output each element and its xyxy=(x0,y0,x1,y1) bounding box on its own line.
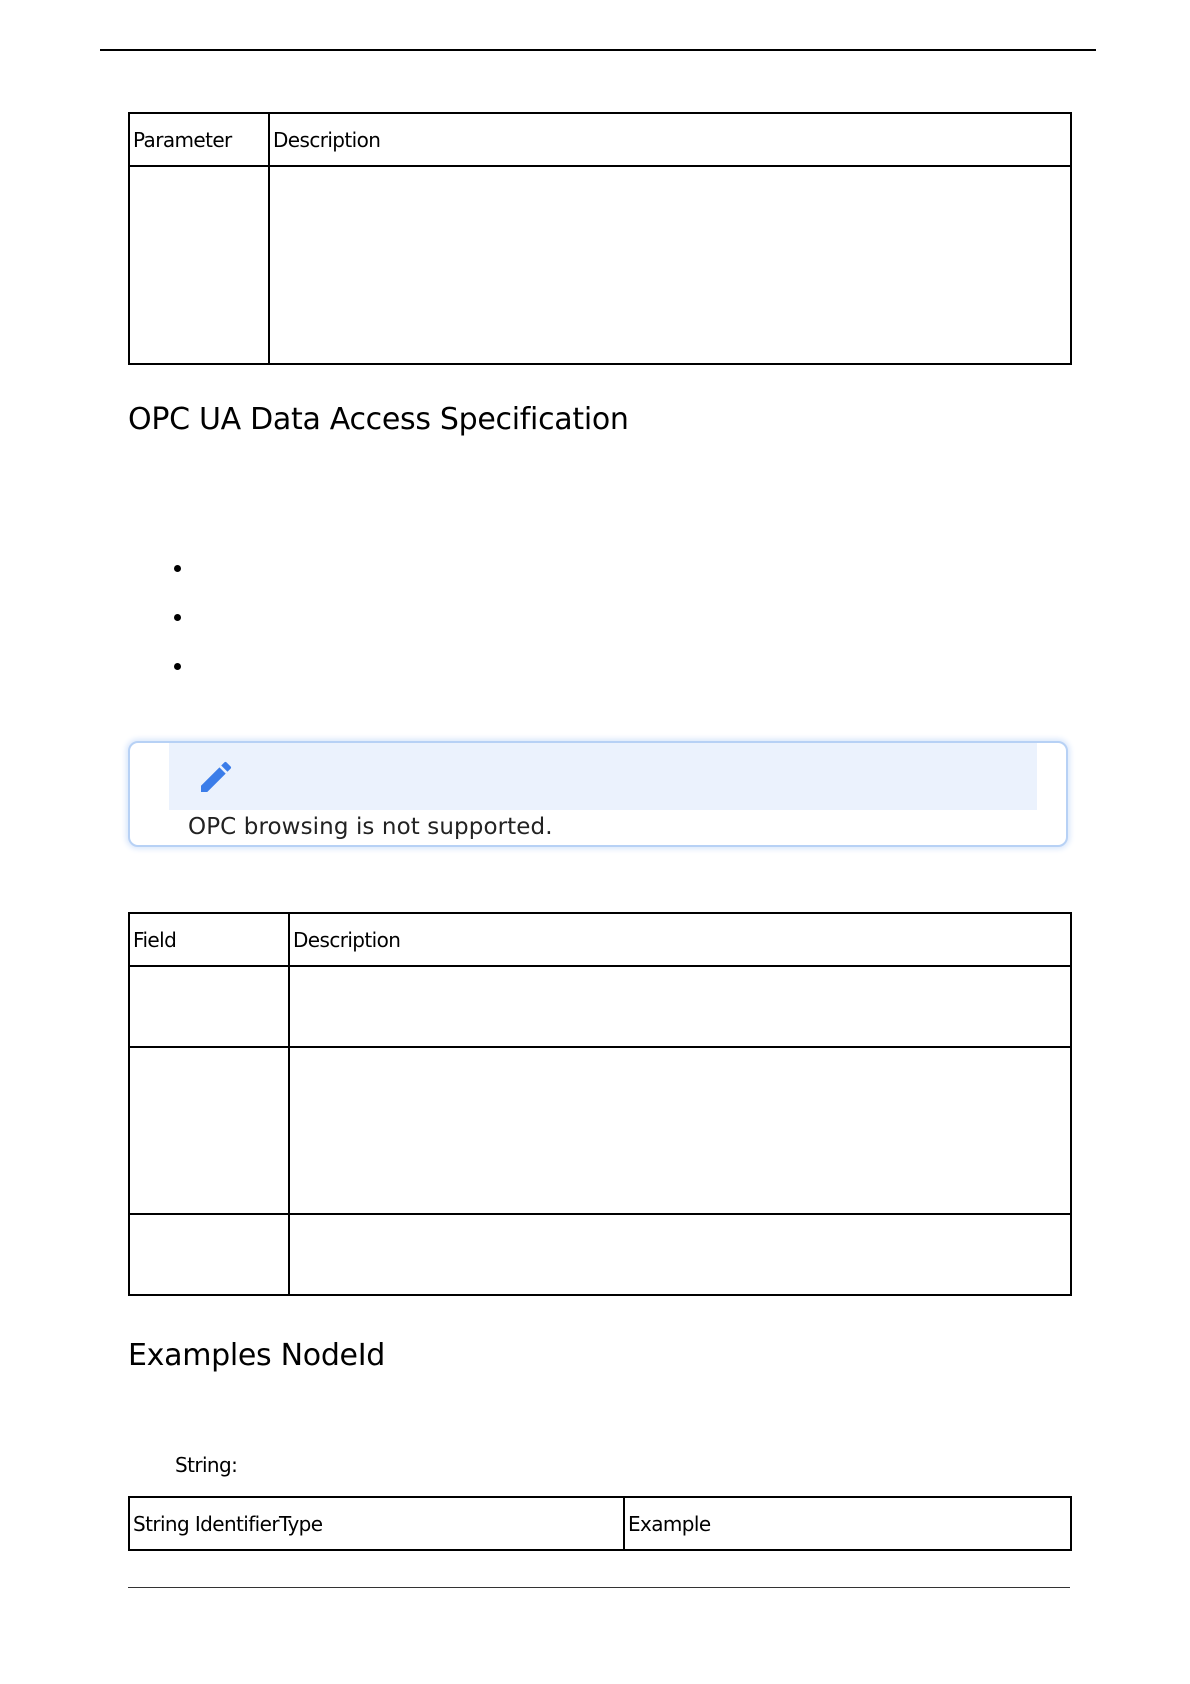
column-header-description: Description xyxy=(269,113,1071,166)
table-row xyxy=(129,966,1071,1047)
column-header-field: Field xyxy=(129,913,289,966)
table-cell xyxy=(129,1047,289,1214)
section-heading-opc: OPC UA Data Access Specification xyxy=(128,402,629,437)
string-label: String: xyxy=(175,1453,238,1477)
header-rule xyxy=(100,49,1096,51)
table-header-row xyxy=(129,1497,1071,1550)
table-row xyxy=(129,1047,1071,1214)
parameter-table xyxy=(128,112,1072,365)
note-text: OPC browsing is not supported. xyxy=(188,814,553,840)
table-row xyxy=(129,1214,1071,1295)
table-header-row xyxy=(129,113,1071,166)
column-header-example: Example xyxy=(624,1497,1071,1550)
table-cell xyxy=(289,1214,1071,1295)
string-identifier-table xyxy=(128,1496,1072,1551)
column-header-parameter: Parameter xyxy=(129,113,269,166)
table-cell xyxy=(129,1214,289,1295)
bullet-point xyxy=(174,614,181,621)
column-header-identifier-type: String IdentifierType xyxy=(129,1497,624,1550)
column-header-description: Description xyxy=(289,913,1071,966)
bullet-point xyxy=(174,663,181,670)
table-row xyxy=(129,166,1071,364)
note-header xyxy=(169,743,1037,810)
pencil-icon xyxy=(196,757,236,797)
bullet-point xyxy=(174,565,181,572)
table-header-row xyxy=(129,913,1071,966)
table-cell xyxy=(129,966,289,1047)
table-cell xyxy=(289,1047,1071,1214)
field-table xyxy=(128,912,1072,1296)
section-heading-examples: Examples NodeId xyxy=(128,1338,386,1373)
footer-rule xyxy=(128,1587,1070,1588)
table-cell xyxy=(129,166,269,364)
table-cell xyxy=(269,166,1071,364)
table-cell xyxy=(289,966,1071,1047)
